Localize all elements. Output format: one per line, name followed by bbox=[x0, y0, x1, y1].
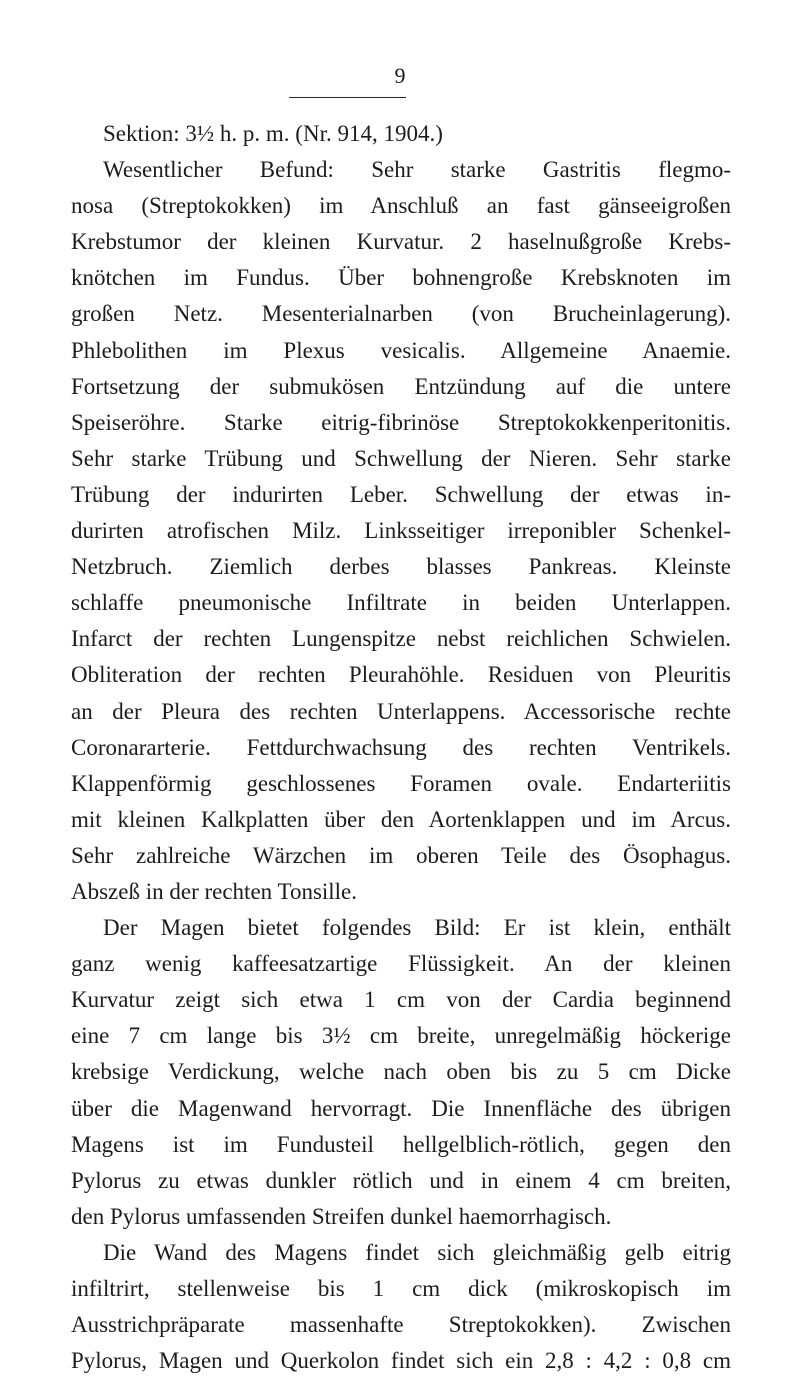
text-line: knötchen im Fundus. Über bohnengroße Krebsknoten im bbox=[71, 265, 731, 291]
text-line: mit kleinen Kalkplatten über den Aortenklappen und im Arcus. bbox=[71, 806, 731, 832]
text-line: an der Pleura des rechten Unterlappens. Accessorische rechte bbox=[71, 698, 731, 724]
header-rule bbox=[289, 97, 406, 98]
text-line: Kurvatur zeigt sich etwa 1 cm von der Cardia beginnend bbox=[71, 987, 731, 1013]
text-line: Der Magen bietet folgendes Bild: Er ist klein, enthält bbox=[103, 915, 731, 941]
text-line: den Pylorus umfassenden Streifen dunkel haemorrhagisch. bbox=[71, 1203, 612, 1229]
text-line: Obliteration der rechten Pleurahöhle. Residuen von Pleuritis bbox=[71, 662, 731, 688]
body-text bbox=[71, 116, 731, 1379]
text-line: durirten atrofischen Milz. Linksseitiger irreponibler Schenkel- bbox=[71, 518, 731, 544]
text-line: Infarct der rechten Lungenspitze nebst reichlichen Schwielen. bbox=[71, 626, 731, 652]
text-line: über die Magenwand hervorragt. Die Innenfläche des übrigen bbox=[71, 1095, 731, 1121]
text-line: Pylorus, Magen und Querkolon findet sich ein 2,8 : 4,2 : 0,8 cm bbox=[71, 1348, 731, 1374]
text-line: Wesentlicher Befund: Sehr starke Gastritis flegmo- bbox=[103, 157, 731, 183]
page-number: 9 bbox=[394, 63, 406, 88]
text-line: Fortsetzung der submukösen Entzündung auf die untere bbox=[71, 373, 731, 399]
text-line: ganz wenig kaffeesatzartige Flüssigkeit. An der kleinen bbox=[71, 951, 731, 977]
text-line: Pylorus zu etwas dunkler rötlich und in einem 4 cm breiten, bbox=[71, 1167, 731, 1193]
text-line: Coronararterie. Fettdurchwachsung des rechten Ventrikels. bbox=[71, 734, 731, 760]
text-line: Sehr zahlreiche Wärzchen im oberen Teile des Ösophagus. bbox=[71, 842, 731, 868]
text-line: Speiseröhre. Starke eitrig-fibrinöse Streptokokkenperitonitis. bbox=[71, 409, 731, 435]
text-line: nosa (Streptokokken) im Anschluß an fast gänseeigroßen bbox=[71, 193, 731, 219]
text-line: schlaffe pneumonische Infiltrate in beiden Unterlappen. bbox=[71, 590, 731, 616]
text-line: Sehr starke Trübung und Schwellung der Nieren. Sehr starke bbox=[71, 445, 731, 471]
text-line: Trübung der indurirten Leber. Schwellung der etwas in- bbox=[71, 481, 731, 507]
text-line: Abszeß in der rechten Tonsille. bbox=[71, 878, 358, 904]
text-line: großen Netz. Mesenterialnarben (von Brucheinlagerung). bbox=[71, 301, 731, 327]
text-line: krebsige Verdickung, welche nach oben bis zu 5 cm Dicke bbox=[71, 1059, 731, 1085]
text-line: Magens ist im Fundusteil hellgelblich-rötlich, gegen den bbox=[71, 1131, 731, 1157]
text-line: Ausstrichpräparate massenhafte Streptokokken). Zwischen bbox=[71, 1312, 731, 1338]
text-line: Phlebolithen im Plexus vesicalis. Allgemeine Anaemie. bbox=[71, 337, 731, 363]
text-line: Sektion: 3½ h. p. m. (Nr. 914, 1904.) bbox=[103, 121, 443, 146]
text-line: infiltrirt, stellenweise bis 1 cm dick (mikroskopisch im bbox=[71, 1276, 731, 1301]
text-line: Die Wand des Magens findet sich gleichmäßig gelb eitrig bbox=[103, 1239, 731, 1265]
text-line: Netzbruch. Ziemlich derbes blasses Pankreas. Kleinste bbox=[71, 554, 731, 580]
text-line: Klappenförmig geschlossenes Foramen ovale. Endarteriitis bbox=[71, 770, 731, 796]
text-line: Krebstumor der kleinen Kurvatur. 2 haselnußgroße Krebs- bbox=[71, 229, 731, 255]
text-line: eine 7 cm lange bis 3½ cm breite, unregelmäßig höckerige bbox=[71, 1023, 731, 1049]
